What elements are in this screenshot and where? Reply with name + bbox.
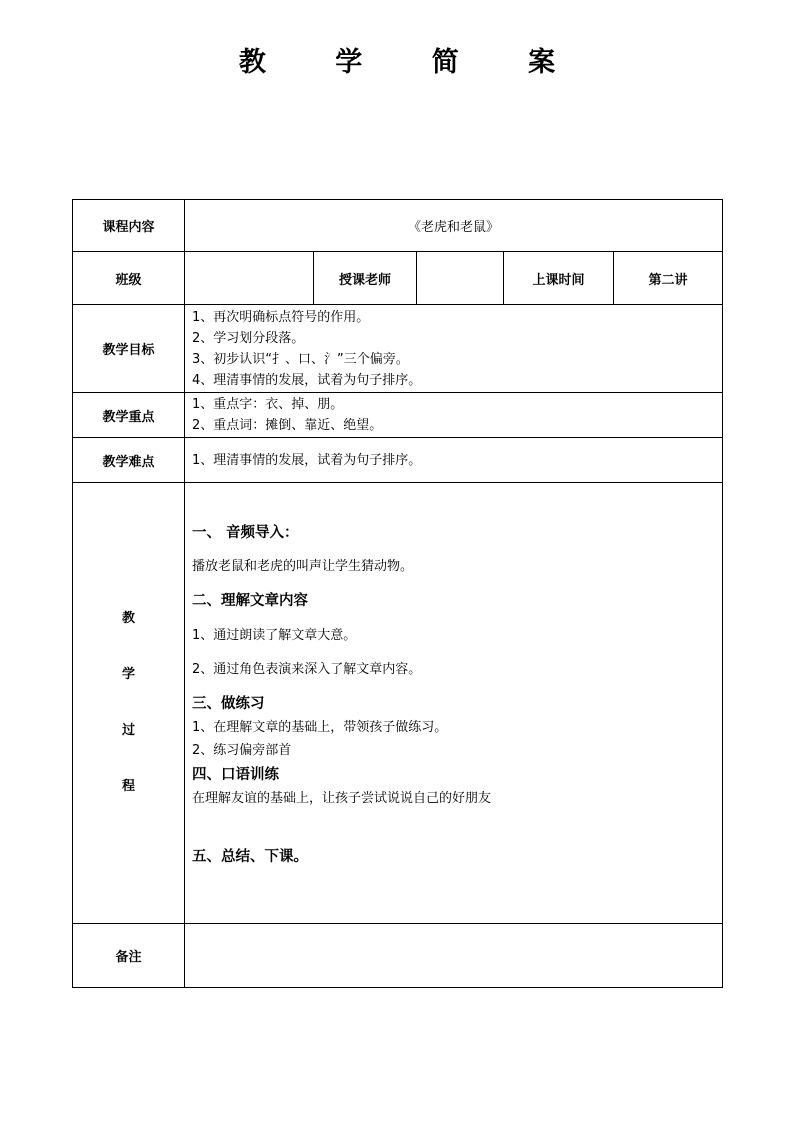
class-label: 班级	[73, 252, 185, 305]
process-line: 播放老鼠和老虎的叫声让学生猜动物。	[192, 559, 414, 574]
course-value: 《老虎和老鼠》	[185, 200, 723, 252]
difficulties-label: 教学难点	[73, 438, 185, 483]
process-label-char: 学	[121, 667, 135, 682]
process-line: 1、在理解文章的基础上，带领孩子做练习。	[192, 720, 448, 735]
teacher-label: 授课老师	[314, 252, 417, 305]
process-line: 2、通过角色表演来深入了解文章内容。	[192, 662, 422, 677]
process-row	[73, 483, 723, 924]
class-value	[185, 252, 314, 305]
process-label	[73, 483, 185, 924]
objective-item: 4、理清事情的发展，试着为句子排序。	[192, 372, 422, 388]
process-line: 2、练习偏旁部首	[192, 743, 292, 758]
process-heading: 一、 音频导入：	[192, 525, 299, 541]
key-points-row	[73, 393, 723, 438]
process-heading: 三、做练习	[192, 696, 265, 712]
difficulties-row	[73, 438, 723, 483]
course-label: 课程内容	[73, 200, 185, 252]
difficulty-item: 1、理清事情的发展，试着为句子排序。	[192, 452, 422, 468]
process-label-char: 过	[121, 723, 135, 738]
key-point-item: 1、重点字：衣、掉、朋。	[192, 397, 344, 412]
remarks-row	[73, 924, 723, 988]
objectives-row	[73, 305, 723, 393]
info-row	[73, 252, 723, 305]
objectives-list	[185, 305, 723, 393]
time-label: 上课时间	[504, 252, 614, 305]
process-label-char: 教	[121, 611, 135, 626]
remarks-label: 备注	[73, 924, 185, 988]
difficulties-list	[185, 438, 723, 483]
process-heading: 四、口语训练	[192, 767, 279, 783]
process-label-char: 程	[121, 779, 135, 794]
teacher-value	[417, 252, 504, 305]
objective-item: 2、学习划分段落。	[192, 330, 305, 346]
process-line: 在理解友谊的基础上，让孩子尝试说说自己的好朋友	[192, 791, 492, 806]
objectives-label: 教学目标	[73, 305, 185, 393]
course-row	[73, 200, 723, 252]
remarks-value	[185, 924, 723, 988]
lesson-plan-table	[72, 199, 723, 988]
process-content	[185, 483, 723, 924]
objective-item: 3、初步认识“扌、口、氵”三个偏旁。	[192, 351, 409, 367]
process-line: 1、通过朗读了解文章大意。	[192, 628, 357, 643]
process-heading: 五、总结、下课。	[192, 849, 308, 865]
key-point-item: 2、重点词：摊倒、靠近、绝望。	[192, 418, 383, 433]
objective-item: 1、再次明确标点符号的作用。	[192, 309, 370, 325]
process-heading: 二、理解文章内容	[192, 593, 308, 609]
time-value: 第二讲	[614, 252, 723, 305]
page-title: 教 学 简 案	[238, 47, 586, 78]
key-points-list	[185, 393, 723, 438]
key-points-label: 教学重点	[73, 393, 185, 438]
